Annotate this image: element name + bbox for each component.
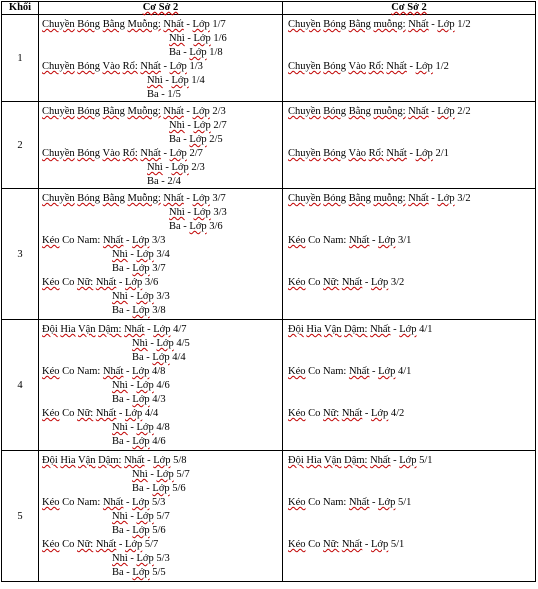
results-table [1,1,536,582]
result-line: Chuyền Bóng Bằng muỗng: Nhất - Lớp 1/2 [288,19,471,30]
result-line: Nhì - Lớp 2/3 [147,162,205,173]
khoi-cell: 3 [2,189,39,320]
result-line: Ba - Lớp 5/6 [132,483,186,494]
result-line: Kéo Co Nam: Nhất - Lớp 3/3 [42,235,166,246]
khoi-cell: 1 [2,15,39,102]
result-line: Kéo Co Nữ: Nhất - Lớp 3/2 [288,277,405,288]
header-right-label: Cơ Sở 2 [391,2,427,13]
result-line: Nhì - Lớp 3/4 [112,249,170,260]
result-line: Chuyền Bóng Bằng Muỗng: Nhất - Lớp 2/3 [42,106,226,117]
result-line: Nhì - Lớp 3/3 [112,291,170,302]
result-line: Kéo Co Nữ: Nhất - Lớp 3/6 [42,277,159,288]
result-line: Kéo Co Nam: Nhất - Lớp 5/3 [42,497,166,508]
result-line: Kéo Co Nữ: Nhất - Lớp 5/7 [42,539,159,550]
result-line: Kéo Co Nữ: Nhất - Lớp 4/4 [42,408,159,419]
result-line: Nhì - Lớp 1/4 [147,75,205,86]
right-cell [283,189,536,320]
result-line: Kéo Co Nữ: Nhất - Lớp 4/2 [288,408,405,419]
result-line: Kéo Co Nam: Nhất - Lớp 4/8 [42,366,166,377]
left-cell [39,320,283,451]
result-line: Ba - Lớp 5/6 [112,525,166,536]
result-line: Nhì - Lớp 4/6 [112,380,170,391]
result-line: Nhì - Lớp 4/8 [112,422,170,433]
result-line: Kéo Co Nữ: Nhất - Lớp 5/1 [288,539,405,550]
right-cell [283,451,536,582]
left-cell [39,102,283,189]
result-line: Ba - Lớp 4/4 [132,352,186,363]
result-line: Chuyền Bóng Vào Rổ: Nhất - Lớp 1/2 [288,61,449,72]
result-line: Đội Hìa Vận Dậm: Nhất - Lớp 5/1 [288,455,433,466]
khoi-cell: 5 [2,451,39,582]
result-line: Ba - 1/5 [147,89,181,100]
result-line: Kéo Co Nam: Nhất - Lớp 3/1 [288,235,412,246]
result-line: Ba - 2/4 [147,176,181,187]
result-line: Nhì - Lớp 3/3 [169,207,227,218]
result-line: Nhì - Lớp 2/7 [169,120,227,131]
result-line: Ba - Lớp 5/5 [112,567,166,578]
result-line: Đội Hìa Vận Dậm: Nhất - Lớp 5/8 [42,455,187,466]
header-left-label: Cơ Sở 2 [142,2,179,13]
table-row [2,102,536,189]
result-line: Ba - Lớp 3/7 [112,263,166,274]
result-line: Ba - Lớp 1/8 [169,47,223,58]
result-line: Chuyền Bóng Vào Rổ: Nhất - Lớp 2/1 [288,148,449,159]
result-line: Chuyền Bóng Vào Rổ: Nhất - Lớp 2/7 [42,148,203,159]
header-row [2,2,536,15]
result-line: Chuyền Bóng Bằng Muỗng: Nhất - Lớp 3/7 [42,193,226,204]
header-khoi: Khối [2,2,39,15]
result-line: Đội Hìa Vận Dậm: Nhất - Lớp 4/7 [42,324,187,335]
result-line: Kéo Co Nam: Nhất - Lớp 4/1 [288,366,412,377]
result-line: Chuyền Bóng Bằng muỗng: Nhất - Lớp 2/2 [288,106,471,117]
result-line: Ba - Lớp 4/6 [112,436,166,447]
result-line: Nhì - Lớp 5/7 [112,511,170,522]
khoi-cell: 4 [2,320,39,451]
header-right-campus [283,2,536,15]
result-line: Chuyền Bóng Bằng Muỗng: Nhất - Lớp 1/7 [42,19,226,30]
right-cell [283,102,536,189]
result-line: Nhì - Lớp 1/6 [169,33,227,44]
result-line: Kéo Co Nam: Nhất - Lớp 5/1 [288,497,412,508]
left-cell [39,15,283,102]
result-line: Nhì - Lớp 5/3 [112,553,170,564]
result-line: Nhì - Lớp 5/7 [132,469,190,480]
right-cell [283,320,536,451]
result-line: Chuyền Bóng Vào Rổ: Nhất - Lớp 1/3 [42,61,203,72]
header-left-campus [39,2,283,15]
result-line: Ba - Lớp 2/5 [169,134,223,145]
table-row [2,451,536,582]
result-line: Ba - Lớp 3/8 [112,305,166,316]
result-line: Nhì - Lớp 4/5 [132,338,190,349]
result-line: Chuyền Bóng Bằng muỗng: Nhất - Lớp 3/2 [288,193,471,204]
result-line: Đội Hìa Vận Dậm: Nhất - Lớp 4/1 [288,324,433,335]
result-line: Ba - Lớp 3/6 [169,221,223,232]
right-cell [283,15,536,102]
table-row [2,189,536,320]
left-cell [39,189,283,320]
table-row [2,320,536,451]
table-row [2,15,536,102]
result-line: Ba - Lớp 4/3 [112,394,166,405]
left-cell [39,451,283,582]
khoi-cell: 2 [2,102,39,189]
